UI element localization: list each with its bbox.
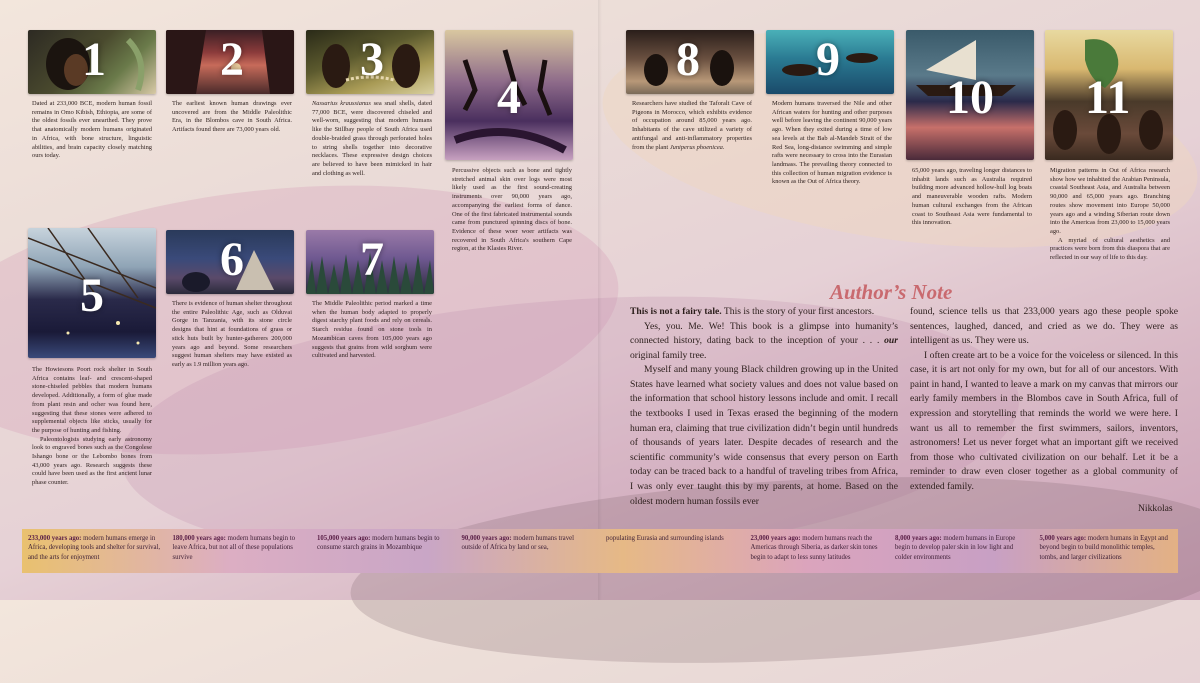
timeline-item: 23,000 years ago: modern humans reach the Americas through Siberia, as darker skin tones begin to adapt to less sunny latitudes — [750, 535, 878, 561]
species-name: Juniperus phoenicea. — [669, 143, 725, 151]
panel-number-2: 2 — [220, 33, 244, 86]
panel-number-3: 3 — [360, 33, 384, 86]
caption-3: Nassarius kraussianus sea snail shells, dated 77,000 BCE, were discovered chiseled and well-worn, suggesting that modern humans like the Stillbay people of South Africa used double-braided grass through perforated holes to string shells together into decorative necklaces. These expressive design choices are believed to have been mimicked in hair and clothing as well. — [312, 100, 432, 177]
illustration-10 — [906, 30, 1034, 160]
panel-number-11: 11 — [1085, 71, 1131, 124]
panel-number-10: 10 — [946, 71, 994, 124]
illustration-8 — [626, 30, 754, 94]
caption-5: The Howiesons Poort rock shelter in South Africa contains leaf- and crescent-shaped stone-chiseled pebbles that modern humans developed. Additionally, a form of glue made from plant resin and ocher was found here, suggesting that these stones were adhered to supplemental objects like sticks, usually for the purpose of hunting and fishing. Paleontologists studying early astronomy look to engraved bones such as the Congolese Ishango bone or the Lebombo bones from 43,000 years ago. Research suggests these could have been used as the first ancient lunar phase counter. — [32, 366, 152, 487]
panel-number-5: 5 — [80, 269, 104, 322]
panel-number-8: 8 — [676, 33, 700, 86]
panel-number-9: 9 — [816, 33, 840, 86]
caption-7: The Middle Paleolithic period marked a time when the human body adapted to properly digest starchy plant foods and rely on cereals. Starch residue found on stone tools in Mozambican caves from 105,000 years ago suggests that grains from wild sorghum were cultivated and harvested. — [312, 300, 432, 360]
illustration-2 — [166, 30, 294, 94]
caption-2: The earliest known human drawings ever uncovered are from the Middle Paleolithic Era, in the Blombos cave in South Africa. Artifacts found there are 73,000 years old. — [172, 100, 292, 134]
panel-number-6: 6 — [220, 233, 244, 286]
caption-1: Dated at 233,000 BCE, modern human fossil remains in Omo Kibish, Ethiopia, are some of the oldest fossils ever unearthed. They prove that anatomically modern humans originated in Africa, with bone structure, linguistic abilities, and brain capacity closely matching ours today. — [32, 100, 152, 160]
panel-number-1: 1 — [82, 33, 106, 86]
illustration-5 — [28, 228, 156, 358]
timeline-item: 90,000 years ago: modern humans travel outside of Africa by land or sea, — [461, 535, 575, 552]
timeline-item: 5,000 years ago: modern humans in Egypt and beyond begin to build monolithic temples, tombs, and larger civilizations — [1039, 535, 1168, 561]
illustration-7 — [306, 230, 434, 294]
author-note-column-right: found, science tells us that 233,000 years ago these people spoke sentences, laughed, danced, and cried as we do. They were as intelligent as us. They were us. I often create art to be a voice for the voiceless or silenced. In this case, it is art not only for my own, but for all of our ancestors. With paint in hand, I wanted to leave a mark on my canvas that mirrors our early family members in the Blombos cave in South Africa, full of expression and storytelling that reminds the world we were here. I want us all to remember the first swimmers, sailors, inventors, astronomers! Let us never forget what an important gift we received from those who cultivated civilization on our behalf. Let it be a reminder to draw even closer together as a global community of extended family. — [910, 306, 1178, 492]
timeline-item: 180,000 years ago: modern humans begin to leave Africa, but not all of these populations survive — [172, 535, 296, 561]
illustration-9 — [766, 30, 894, 94]
caption-11: Migration patterns in Out of Africa research show how we inhabited the Arabian Peninsula, coastal Southeast Asia, and Australia between 90,000 and 65,000 years ago. Branching routes show movement into Europe 50,000 years ago and a winding Siberian route down into the Americas from 23,000 to 15,000 years ago. A myriad of cultural aesthetics and practices were born from this diaspora that are reflected in our way of life to this day. — [1050, 167, 1170, 262]
timeline-strip — [22, 529, 1178, 573]
caption-10: 65,000 years ago, traveling longer distances to inhabit lands such as Australia required building more advanced hollow-hull log boats and maneuverable wooden rafts. Modern human cultural exchanges from the African coast to Southeast Asia were fundamental to this innovation. — [912, 167, 1032, 227]
timeline-item: 105,000 years ago: modern humans begin to consume starch grains in Mozambique — [317, 535, 440, 552]
timeline-item: populating Eurasia and surrounding islands — [606, 535, 724, 542]
caption-4: Percussive objects such as bone and tightly stretched animal skin over logs were most likely used as the first sound-creating instruments over 90,000 years ago, accompanying the earliest forms of dance. One of the first fabricated instrumental sounds came from punctured spinning discs of bone. Evidence of these woer woer artifacts was recovered in South Africa's southern Cape region, at the Klasies River. — [452, 167, 572, 253]
illustration-11 — [1045, 30, 1173, 160]
author-note-column-left: This is not a fairy tale. This is the story of your first ancestors. Yes, you. Me. We! This book is a glimpse into humanity’s connected history, dating back to the inception of your . . . our original family tree. Myself and many young Black children growing up in the United States have learned what society values and does not value based on the information that school history lessons include and omit. I recall the textbooks I used in Texas erased the beginning of the modern human era, claiming that true civilization didn’t begin until hundreds of thousands of years later. Despite decades of research and the scientific community’s wide consensus that every person on Earth today can be traced back to a handful of traveling tribes from Africa, I was only ever taught this by my parents, at home. Based on the oldest modern human fossils ever — [630, 306, 898, 507]
caption-8: Researchers have studied the Taforalt Cave of Pigeons in Morocco, which exhibits evidence of occupation around 85,000 years ago. Inhabitants of the cave utilized a variety of antifungal and anti-inflammatory properties from the plant Juniperus phoenicea. — [632, 100, 752, 151]
panel-number-7: 7 — [360, 233, 384, 286]
caption-9: Modern humans traversed the Nile and other African waters for hunting and other purposes well before leaving the continent 90,000 years ago. When they exited during a time of low sea levels at the Bab al-Mandeb Strait of the Red Sea, long-distance swimming and simple rafts were necessary to cross into the Eurasian landmass. The prevailing theory connected to this collection of human migration evidence is known as the Out of Africa theory. — [772, 100, 892, 186]
illustration-6 — [166, 230, 294, 294]
book-spine — [598, 0, 602, 600]
timeline-item: 233,000 years ago: modern humans emerge in Africa, developing tools and shelter for survival, and the arts for enjoyment — [28, 535, 161, 561]
note-lead: This is not a fairy tale. — [630, 306, 722, 317]
author-note-title: Author’s Note — [830, 280, 953, 304]
illustration-4 — [445, 30, 573, 160]
caption-6: There is evidence of human shelter throughout the entire Paleolithic Age, such as Olduvai Gorge in Tanzania, with its stone circle designs that hint at foundations of grass or stick huts built by hunter-gatherers 200,000 years ago and beyond. Some researchers suggest human shelters may have existed as early as 1.9 million years ago. — [172, 300, 292, 368]
illustration-3 — [306, 30, 434, 94]
illustration-1 — [28, 30, 156, 94]
species-name: Nassarius kraussianus — [312, 100, 371, 107]
panel-number-4: 4 — [497, 71, 521, 124]
timeline-item: 8,000 years ago: modern humans in Europe begin to develop paler skin in low light and colder environments — [895, 535, 1016, 561]
author-signature: Nikkolas — [1138, 503, 1173, 514]
